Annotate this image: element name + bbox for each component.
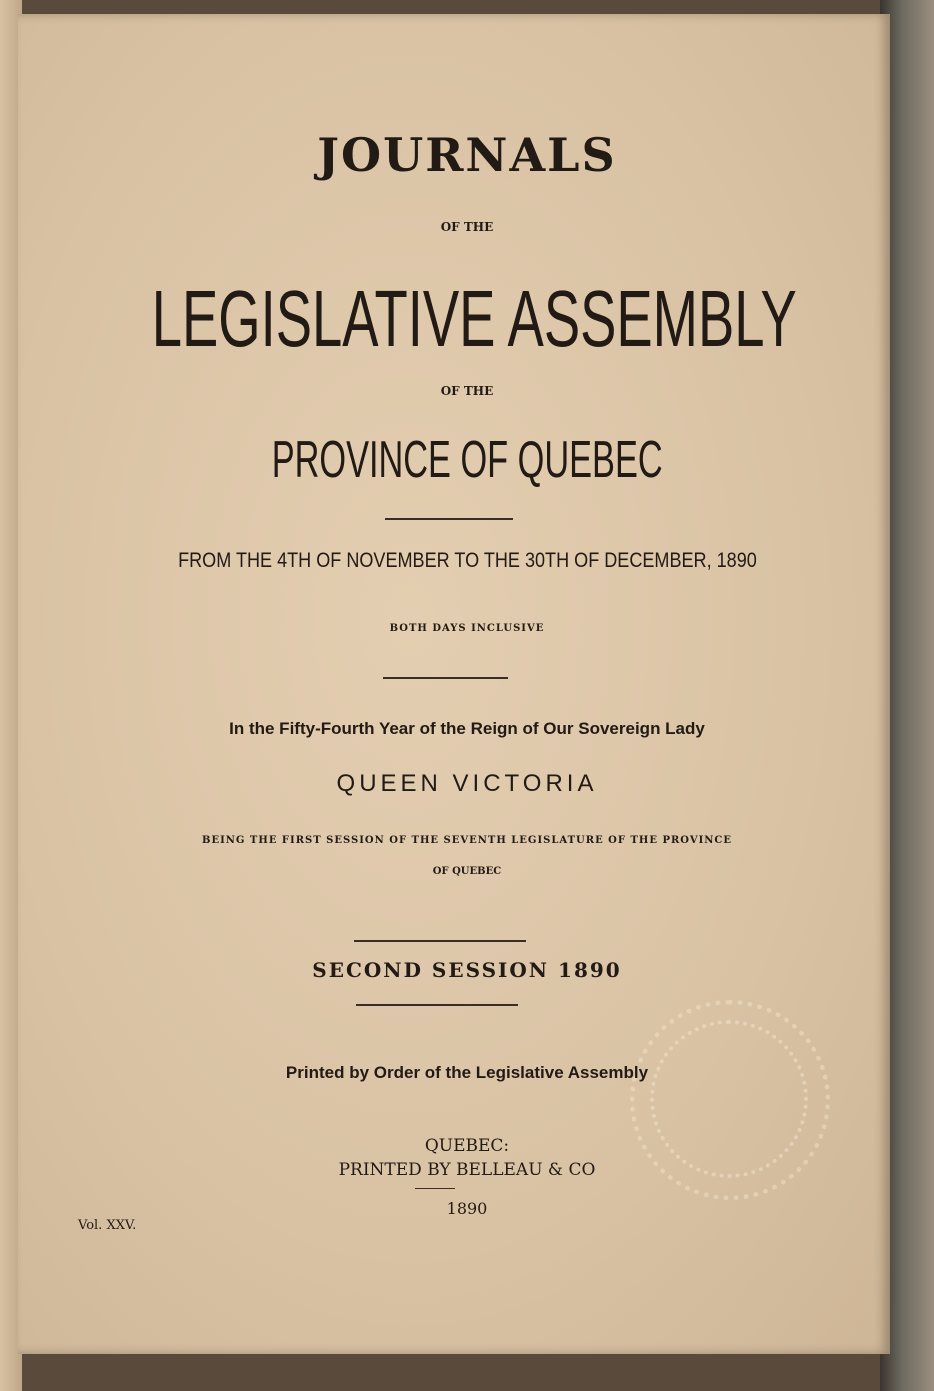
imprint-year: 1890 — [446, 1199, 488, 1218]
printed-by-order: Printed by Order of the Legislative Assembly — [285, 1063, 649, 1082]
date-range — [0, 548, 934, 573]
inclusive-note: BOTH DAYS INCLUSIVE — [389, 623, 545, 634]
of-the-2: OF THE — [440, 384, 494, 398]
province-text: PROVINCE OF QUEBEC — [271, 431, 663, 489]
divider — [415, 1188, 455, 1189]
legislative-assembly-heading — [0, 272, 934, 365]
being-line-1: BEING THE FIRST SESSION OF THE SEVENTH LEGISLATURE OF THE PROVINCE — [202, 835, 732, 846]
divider — [383, 677, 508, 679]
divider — [385, 518, 513, 520]
legislative-assembly-text: LEGISLATIVE ASSEMBLY — [151, 274, 797, 363]
journals-heading: JOURNALS — [317, 128, 617, 182]
session-heading: SECOND SESSION 1890 — [312, 958, 622, 982]
imprint-city: QUEBEC: — [424, 1136, 510, 1156]
being-line-2: OF QUEBEC — [432, 866, 502, 877]
divider — [356, 1004, 518, 1006]
of-the-1: OF THE — [440, 220, 494, 234]
province-heading — [0, 430, 934, 490]
queen-victoria: QUEEN VICTORIA — [336, 770, 598, 797]
date-range-text: FROM THE 4TH OF NOVEMBER TO THE 30TH OF DECEMBER, 1890 — [177, 549, 757, 572]
imprint-printer: PRINTED BY BELLEAU & CO — [338, 1160, 596, 1180]
reign-line: In the Fifty-Fourth Year of the Reign of Our Sovereign Lady — [229, 719, 705, 738]
volume-number: Vol. XXV. — [78, 1218, 137, 1233]
divider — [354, 940, 526, 942]
